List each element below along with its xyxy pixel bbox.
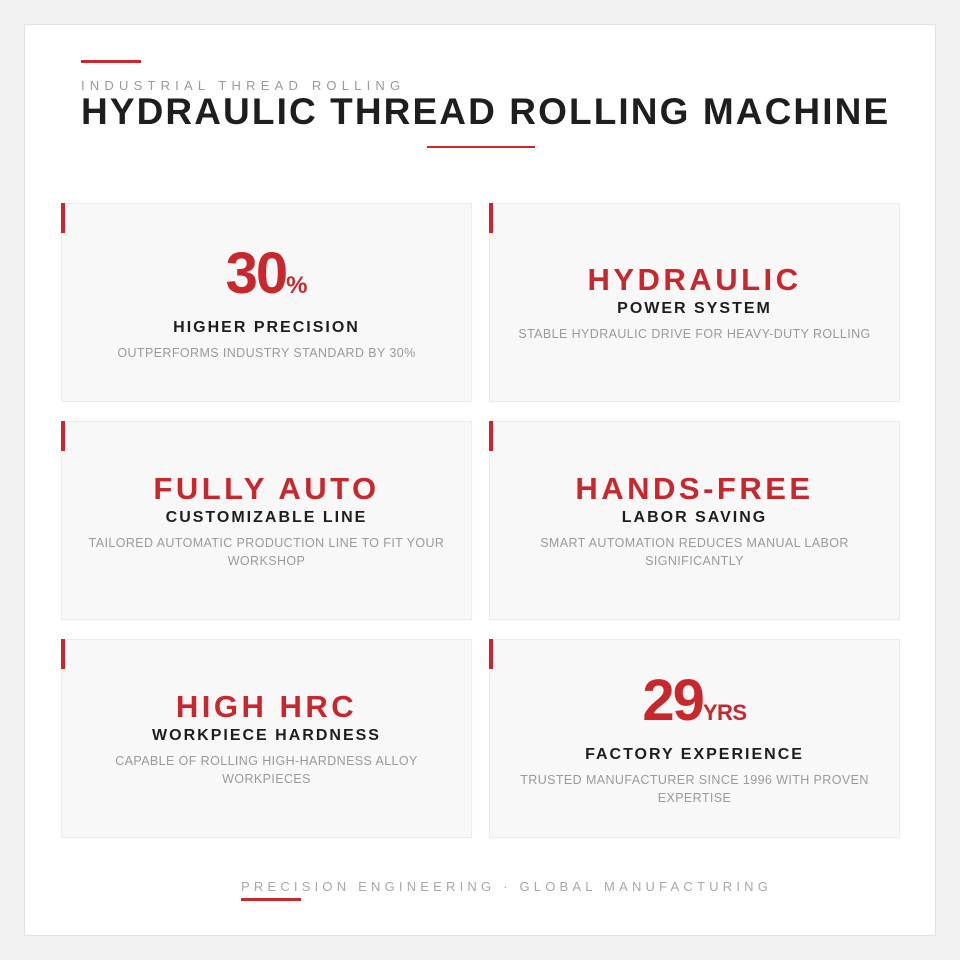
highlight-number — [225, 240, 308, 316]
feature-card-hydraulic — [489, 203, 900, 402]
feature-label: FACTORY EXPERIENCE — [585, 745, 804, 763]
highlight-word: HYDRAULIC — [587, 261, 802, 297]
feature-label: POWER SYSTEM — [617, 299, 772, 317]
feature-description: TAILORED AUTOMATIC PRODUCTION LINE TO FIT YOUR WORKSHOP — [88, 535, 445, 568]
footer-tagline: PRECISION ENGINEERING · GLOBAL MANUFACTURING — [241, 879, 773, 894]
feature-label: HIGHER PRECISION — [173, 318, 360, 336]
highlight-unit: % — [286, 271, 308, 299]
highlight-word: FULLY AUTO — [153, 470, 380, 506]
eyebrow-text: INDUSTRIAL THREAD ROLLING — [81, 78, 406, 93]
feature-card-precision — [61, 203, 472, 402]
page-title: HYDRAULIC THREAD ROLLING MACHINE — [81, 91, 891, 132]
feature-description: OUTPERFORMS INDUSTRY STANDARD BY 30% — [117, 345, 416, 360]
highlight-value: 29 — [642, 667, 703, 733]
feature-label: WORKPIECE HARDNESS — [152, 726, 381, 744]
feature-description: STABLE HYDRAULIC DRIVE FOR HEAVY-DUTY ROLLING — [518, 326, 871, 341]
feature-description: TRUSTED MANUFACTURER SINCE 1996 WITH PROVEN EXPERTISE — [520, 772, 869, 805]
feature-label: LABOR SAVING — [621, 508, 768, 526]
footer-accent-bar — [241, 898, 301, 901]
highlight-number — [642, 667, 747, 743]
top-accent-bar — [81, 60, 141, 63]
highlight-value: 30 — [225, 240, 287, 306]
feature-description: SMART AUTOMATION REDUCES MANUAL LABOR SIGNIFICANTLY — [540, 535, 849, 568]
title-underline — [427, 146, 535, 148]
feature-card-experience — [489, 639, 900, 838]
highlight-word: HANDS-FREE — [575, 470, 814, 506]
highlight-word: HIGH HRC — [175, 688, 358, 724]
feature-card-high-hrc — [61, 639, 472, 838]
highlight-unit: YRS — [702, 699, 747, 725]
feature-label: CUSTOMIZABLE LINE — [165, 508, 368, 526]
feature-card-hands-free — [489, 421, 900, 620]
infographic-page — [24, 24, 936, 936]
feature-description: CAPABLE OF ROLLING HIGH-HARDNESS ALLOY WORKPIECES — [115, 753, 418, 786]
feature-card-fully-auto — [61, 421, 472, 620]
